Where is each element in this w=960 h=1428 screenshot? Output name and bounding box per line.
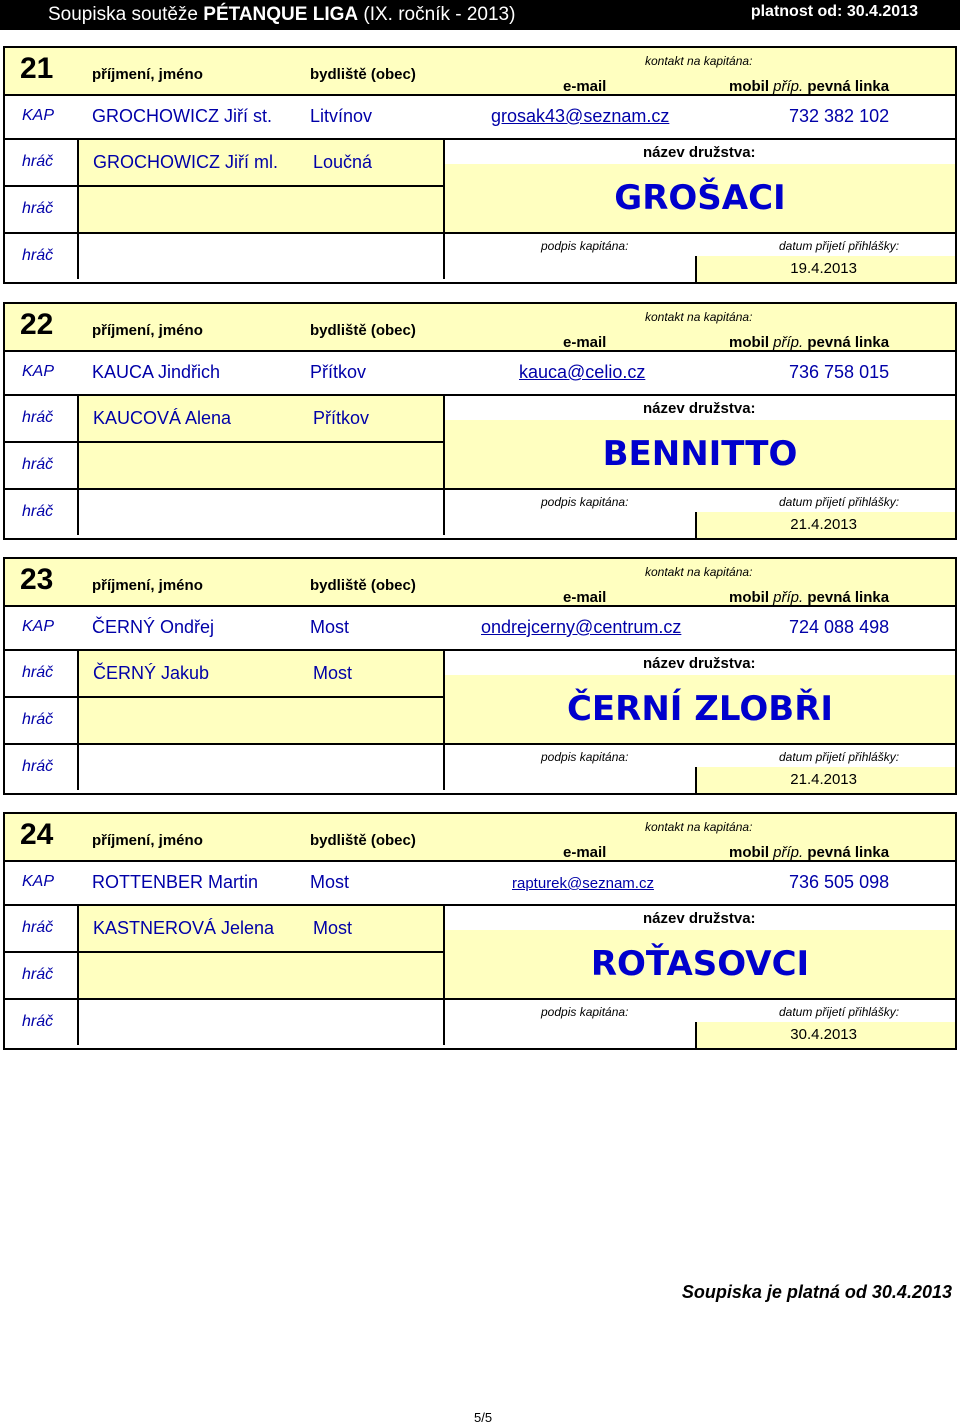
team-block (3, 302, 957, 540)
date-label: datum přijetí přihlášky: (779, 495, 900, 509)
residence-column-label: bydliště (obec) (310, 322, 416, 339)
player-cell (77, 651, 445, 696)
team-name-label: název družstva: (643, 655, 756, 672)
player-row (5, 140, 445, 187)
team-name: GROŠACI (614, 178, 786, 218)
mobile-label: mobil příp. pevná linka (729, 589, 890, 606)
player-cell (77, 396, 445, 441)
application-date: 21.4.2013 (790, 771, 857, 788)
date-label: datum přijetí přihlášky: (779, 1005, 900, 1019)
player-name: ČERNÝ Jakub (93, 663, 210, 683)
contact-label: kontakt na kapitána: (645, 820, 753, 834)
player-city: Most (313, 663, 353, 683)
player-role: hráč (22, 664, 54, 681)
player-role: hráč (22, 758, 54, 775)
team-block (3, 557, 957, 795)
player-cell (77, 745, 445, 790)
team-name-box (445, 906, 955, 1000)
signature-label: podpis kapitána: (541, 239, 629, 253)
captain-row (5, 607, 955, 651)
players-area (5, 651, 445, 793)
date-cell (695, 512, 955, 538)
player-cell (77, 698, 445, 743)
email-label: e-mail (563, 844, 607, 861)
application-date: 30.4.2013 (790, 1026, 857, 1043)
captain-email[interactable]: kauca@celio.cz (519, 362, 646, 382)
team-info-area (445, 651, 955, 793)
team-number: 22 (20, 308, 54, 341)
player-role: hráč (22, 247, 54, 264)
mobile-label: mobil příp. pevná linka (729, 844, 890, 861)
title-prefix: Soupiska soutěže (48, 4, 198, 25)
player-cell (77, 490, 445, 535)
team-name-box (445, 396, 955, 490)
player-city: Přítkov (313, 408, 370, 428)
captain-city: Most (310, 872, 350, 892)
team-name-box (445, 651, 955, 745)
captain-role: KAP (22, 618, 55, 635)
team-name-label-row (445, 396, 955, 420)
team-number: 24 (20, 818, 54, 851)
captain-name: ČERNÝ Ondřej (92, 617, 215, 637)
player-row (5, 490, 445, 535)
player-cell (77, 443, 445, 488)
team-name-cell (445, 164, 955, 232)
title-suffix: (IX. ročník - 2013) (363, 4, 516, 25)
team-header-row (5, 559, 955, 607)
captain-phone: 736 758 015 (789, 362, 890, 382)
player-row (5, 443, 445, 490)
team-name-cell (445, 420, 955, 488)
team-name-label: název družstva: (643, 910, 756, 927)
players-area (5, 140, 445, 282)
player-city: Most (313, 918, 353, 938)
player-cell (77, 140, 445, 185)
page-header (0, 0, 960, 30)
players-area (5, 396, 445, 538)
captain-city: Přítkov (310, 362, 367, 382)
captain-row (5, 862, 955, 906)
date-label: datum přijetí přihlášky: (779, 239, 900, 253)
player-name: KAUCOVÁ Alena (93, 408, 232, 428)
name-column-label: příjmení, jméno (92, 322, 203, 339)
player-row (5, 906, 445, 953)
document-title (48, 4, 515, 26)
validity-date: platnost od: 30.4.2013 (750, 3, 918, 20)
team-name-cell (445, 675, 955, 743)
player-cell (77, 906, 445, 951)
captain-role: KAP (22, 873, 55, 890)
player-role: hráč (22, 456, 54, 473)
team-header-row (5, 304, 955, 352)
signature-row (445, 1000, 955, 1048)
captain-email[interactable]: ondrejcerny@centrum.cz (481, 617, 682, 637)
player-role: hráč (22, 919, 54, 936)
player-name: KASTNEROVÁ Jelena (93, 918, 275, 938)
contact-label: kontakt na kapitána: (645, 565, 753, 579)
team-block (3, 812, 957, 1050)
application-date: 19.4.2013 (790, 260, 857, 277)
email-label: e-mail (563, 334, 607, 351)
email-label: e-mail (563, 78, 607, 95)
player-cell (77, 234, 445, 279)
player-city: Loučná (313, 152, 373, 172)
player-role: hráč (22, 200, 54, 217)
team-name: ČERNÍ ZLOBŘI (566, 689, 834, 729)
name-column-label: příjmení, jméno (92, 577, 203, 594)
team-name-label-row (445, 140, 955, 164)
captain-name: GROCHOWICZ Jiří st. (92, 106, 272, 126)
team-name-label: název družstva: (643, 400, 756, 417)
player-row (5, 187, 445, 234)
player-row (5, 698, 445, 745)
contact-label: kontakt na kapitána: (645, 310, 753, 324)
player-role: hráč (22, 503, 54, 520)
page-number: 5/5 (474, 1410, 493, 1425)
player-role: hráč (22, 153, 54, 170)
signature-row (445, 234, 955, 282)
signature-row (445, 745, 955, 793)
team-name-label: název družstva: (643, 144, 756, 161)
team-header-row (5, 48, 955, 96)
player-role: hráč (22, 409, 54, 426)
residence-column-label: bydliště (obec) (310, 577, 416, 594)
title-bold: PÉTANQUE LIGA (203, 4, 359, 25)
player-row (5, 396, 445, 443)
players-area (5, 906, 445, 1048)
team-header-row (5, 814, 955, 862)
application-date: 21.4.2013 (790, 516, 857, 533)
captain-role: KAP (22, 107, 55, 124)
captain-email[interactable]: rapturek@seznam.cz (512, 875, 654, 892)
player-cell (77, 953, 445, 998)
footer-note: Soupiska je platná od 30.4.2013 (681, 1282, 952, 1302)
player-role: hráč (22, 966, 54, 983)
mobile-label: mobil příp. pevná linka (729, 334, 890, 351)
player-cell (77, 187, 445, 232)
player-cell (77, 1000, 445, 1045)
team-name-cell (445, 930, 955, 998)
residence-column-label: bydliště (obec) (310, 66, 416, 83)
signature-label: podpis kapitána: (541, 495, 629, 509)
captain-name: ROTTENBER Martin (92, 872, 259, 892)
team-info-area (445, 396, 955, 538)
name-column-label: příjmení, jméno (92, 832, 203, 849)
residence-column-label: bydliště (obec) (310, 832, 416, 849)
date-label: datum přijetí přihlášky: (779, 750, 900, 764)
name-column-label: příjmení, jméno (92, 66, 203, 83)
captain-row (5, 96, 955, 140)
player-row (5, 651, 445, 698)
team-block (3, 46, 957, 284)
email-label: e-mail (563, 589, 607, 606)
team-info-area (445, 140, 955, 282)
player-row (5, 1000, 445, 1045)
team-name: BENNITTO (602, 434, 798, 474)
date-cell (695, 1022, 955, 1048)
team-number: 23 (20, 563, 54, 596)
player-name: GROCHOWICZ Jiří ml. (93, 152, 278, 172)
signature-label: podpis kapitána: (541, 750, 629, 764)
captain-city: Most (310, 617, 350, 637)
date-cell (695, 767, 955, 793)
contact-label: kontakt na kapitána: (645, 54, 753, 68)
captain-phone: 732 382 102 (789, 106, 890, 126)
team-name-label-row (445, 906, 955, 930)
player-row (5, 234, 445, 279)
player-role: hráč (22, 1013, 54, 1030)
captain-role: KAP (22, 363, 55, 380)
signature-row (445, 490, 955, 538)
date-cell (695, 256, 955, 282)
team-name-label-row (445, 651, 955, 675)
player-row (5, 953, 445, 1000)
team-name-box (445, 140, 955, 234)
captain-city: Litvínov (310, 106, 373, 126)
captain-phone: 724 088 498 (789, 617, 890, 637)
captain-email[interactable]: grosak43@seznam.cz (491, 106, 670, 126)
mobile-label: mobil příp. pevná linka (729, 78, 890, 95)
team-name: ROŤASOVCI (590, 944, 810, 984)
player-role: hráč (22, 711, 54, 728)
captain-phone: 736 505 098 (789, 872, 890, 892)
captain-name: KAUCA Jindřich (92, 362, 221, 382)
signature-label: podpis kapitána: (541, 1005, 629, 1019)
captain-row (5, 352, 955, 396)
team-number: 21 (20, 52, 54, 85)
team-info-area (445, 906, 955, 1048)
player-row (5, 745, 445, 790)
